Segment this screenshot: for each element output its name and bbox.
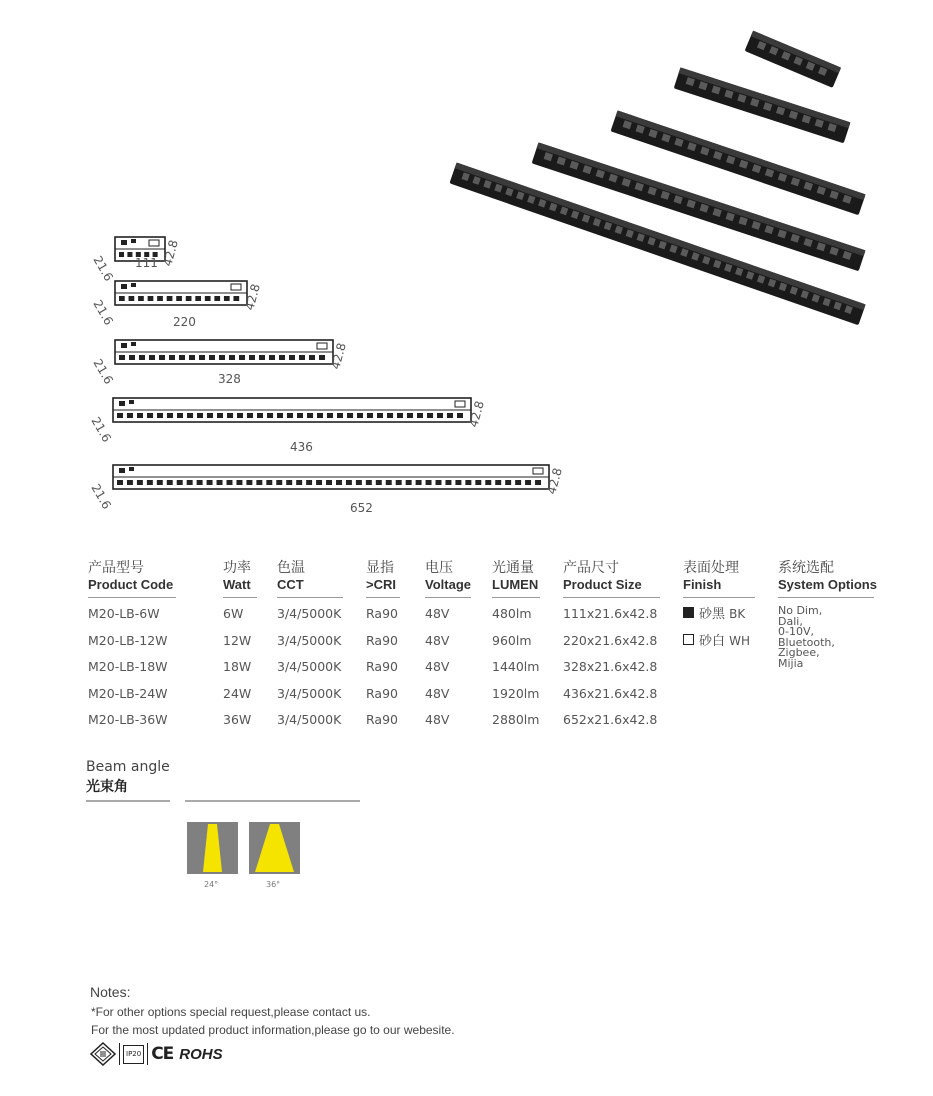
table-column [563, 557, 660, 734]
dimension-height: 42.8 [466, 399, 487, 429]
table-cell: 960lm [492, 632, 532, 648]
dimension-length: 220 [173, 315, 196, 329]
dimension-height: 42.8 [544, 466, 565, 496]
ip20-badge: IP20 [123, 1045, 144, 1064]
column-header-cn: 光通量 [492, 560, 534, 576]
table-column [492, 557, 540, 734]
column-header-cn: 系统选配 [778, 560, 834, 576]
table-cell: 220x21.6x42.8 [563, 632, 658, 648]
column-header: CCT [277, 577, 343, 598]
dimension-height: 42.8 [242, 282, 263, 312]
table-cell: M20-LB-12W [88, 632, 168, 648]
table-cell: 3/4/5000K [277, 685, 342, 701]
table-cell: 1920lm [492, 685, 540, 701]
table-cell: M20-LB-36W [88, 712, 168, 727]
beam-24-diagram [187, 822, 238, 874]
table-cell: 1440lm [492, 659, 540, 674]
column-header: Voltage [425, 577, 471, 598]
table-cell: 3/4/5000K [277, 632, 342, 648]
table-cell: 24W [223, 685, 252, 701]
column-header-cn: 产品型号 [88, 560, 144, 576]
table-cell: Ra90 [366, 632, 398, 648]
table-cell: 652x21.6x42.8 [563, 712, 658, 727]
notes-title: Notes: [90, 984, 131, 1000]
table-cell: Ra90 [366, 659, 398, 674]
column-header-cn: 功率 [223, 560, 251, 576]
table-cell: 12W [223, 632, 252, 648]
dimension-length: 111 [135, 256, 158, 270]
note-line: For the most updated product information,please go to our webesite. [91, 1023, 455, 1037]
color-swatch [683, 607, 694, 618]
dimension-length: 436 [290, 440, 313, 454]
dimension-length: 652 [350, 501, 373, 515]
table-cell: 36W [223, 712, 252, 727]
table-cell: 328x21.6x42.8 [563, 659, 658, 674]
track-light-bar [745, 31, 842, 88]
dimension-drawing [88, 465, 564, 515]
table-column [277, 557, 343, 734]
table-cell: Ra90 [366, 712, 398, 727]
dimension-drawing [90, 340, 348, 387]
table-cell: M20-LB-6W [88, 606, 160, 621]
table-cell: 480lm [492, 606, 532, 621]
table-cell: 18W [223, 659, 252, 674]
dimension-height: 42.8 [160, 238, 181, 268]
table-column [425, 557, 471, 734]
table-cell: 48V [425, 606, 450, 621]
column-header-cn: 显指 [366, 560, 394, 576]
table-cell: 436x21.6x42.8 [563, 685, 658, 701]
note-line: *For other options special request,please contact us. [91, 1005, 371, 1019]
table-cell: 48V [425, 632, 450, 648]
class-iii-icon [90, 1042, 116, 1066]
column-header-cn: 色温 [277, 560, 305, 576]
column-header-cn: 产品尺寸 [563, 560, 619, 576]
table-cell: 48V [425, 712, 450, 727]
table-cell: 48V [425, 659, 450, 674]
table-column [223, 557, 257, 734]
table-column [778, 557, 877, 670]
table-cell: Ra90 [366, 606, 398, 621]
beam-36-diagram [249, 822, 300, 874]
beam-angle-title-cn: 光束角 [86, 779, 128, 795]
color-swatch [683, 634, 694, 645]
dimension-depth: 21.6 [90, 297, 116, 328]
dimension-height: 42.8 [328, 341, 349, 371]
dimension-drawing [90, 237, 180, 284]
table-cell: 3/4/5000K [277, 712, 342, 727]
table-cell: 48V [425, 685, 450, 701]
divider [185, 800, 360, 802]
column-header: Product Size [563, 577, 660, 598]
table-column [88, 557, 176, 734]
table-column [366, 557, 400, 734]
table-cell: 2880lm [492, 712, 540, 727]
column-header: Product Code [88, 577, 176, 598]
beam-angle-label: 24° [204, 880, 219, 889]
table-cell: 6W [223, 606, 244, 621]
column-header-cn: 表面处理 [683, 560, 739, 576]
table-cell: 3/4/5000K [277, 659, 342, 674]
ce-mark: CE [151, 1044, 174, 1064]
column-header: Finish [683, 577, 755, 598]
certification-logos [90, 1041, 223, 1067]
column-header: >CRI [366, 577, 400, 598]
column-header-cn: 电压 [425, 560, 453, 576]
column-header: Watt [223, 577, 257, 598]
table-cell: 3/4/5000K [277, 606, 342, 621]
dimension-depth: 21.6 [90, 356, 116, 387]
dimension-depth: 21.6 [88, 414, 114, 445]
finish-option: 砂白 WH [683, 628, 755, 655]
beam-angle-label: 36° [266, 880, 281, 889]
dimension-drawing [88, 398, 486, 454]
table-column [683, 557, 755, 654]
table-cell: 111x21.6x42.8 [563, 606, 658, 621]
dimension-drawing [90, 281, 262, 329]
rohs-mark: ROHS [179, 1045, 223, 1063]
table-cell: M20-LB-24W [88, 685, 168, 701]
dimension-drawings [80, 225, 580, 525]
beam-angle-title: Beam angle [86, 759, 170, 775]
column-header: System Options [778, 577, 874, 598]
finish-option: 砂黑 BK [683, 601, 755, 628]
dimension-depth: 21.6 [90, 253, 116, 284]
divider [86, 800, 170, 802]
dimension-depth: 21.6 [88, 481, 114, 512]
dimension-length: 328 [218, 372, 241, 386]
column-header: LUMEN [492, 577, 540, 598]
table-cell: Ra90 [366, 685, 398, 701]
table-cell: M20-LB-18W [88, 659, 168, 674]
system-options: No Dim, Dali, 0-10V, Bluetooth, Zigbee, Mijia [778, 604, 835, 670]
